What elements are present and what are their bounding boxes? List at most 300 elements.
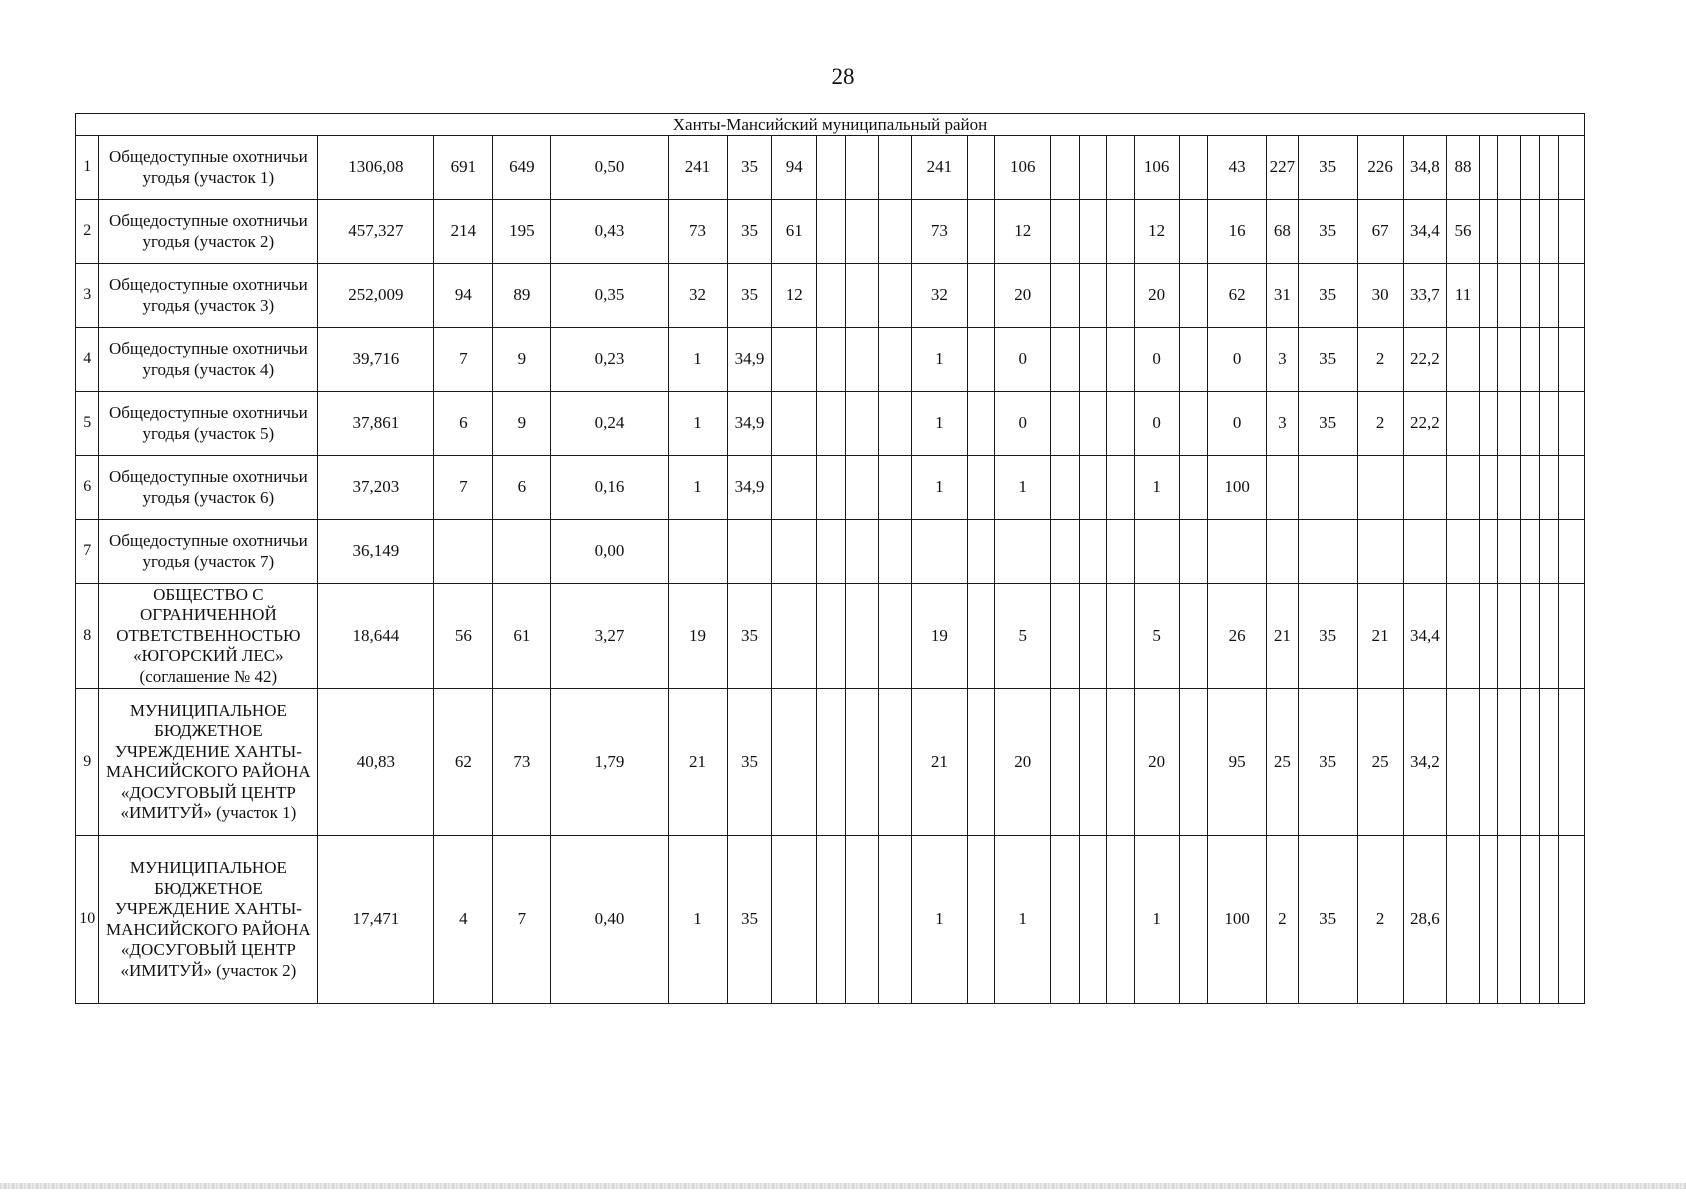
table-cell (772, 520, 817, 584)
table-cell: 20 (995, 689, 1051, 836)
table-cell (1051, 520, 1080, 584)
table-cell: 95 (1208, 689, 1267, 836)
table-cell (1559, 836, 1585, 1004)
table-cell (668, 520, 727, 584)
table-cell (845, 520, 879, 584)
table-cell: 30 (1357, 264, 1403, 328)
table-cell: 1 (668, 836, 727, 1004)
table-cell: 88 (1447, 136, 1480, 200)
table-cell (845, 836, 879, 1004)
table-cell: 252,009 (318, 264, 434, 328)
table-cell (1051, 200, 1080, 264)
table-cell (817, 264, 846, 328)
table-cell (1179, 689, 1208, 836)
table-cell: 100 (1208, 836, 1267, 1004)
table-cell (1447, 836, 1480, 1004)
table-cell: 73 (668, 200, 727, 264)
table-cell (1539, 136, 1558, 200)
table-cell (967, 392, 994, 456)
table-cell (879, 392, 912, 456)
row-name: Общедоступные охотничьи угодья (участок 1) (99, 136, 318, 200)
table-row (76, 689, 1585, 836)
row-name: МУНИЦИПАЛЬНОЕ БЮДЖЕТНОЕ УЧРЕЖДЕНИЕ ХАНТЫ-МАНСИЙСКОГО РАЙОНА «ДОСУГОВЫЙ ЦЕНТР «ИМИТУЙ» (участок 1) (99, 689, 318, 836)
table-cell: 6 (434, 392, 493, 456)
table-cell (1559, 689, 1585, 836)
table-cell (1447, 689, 1480, 836)
table-cell: 35 (727, 136, 772, 200)
table-row (76, 264, 1585, 328)
table-cell: 61 (772, 200, 817, 264)
table-cell: 20 (1134, 264, 1179, 328)
table-cell (1498, 136, 1520, 200)
table-cell (879, 328, 912, 392)
table-cell (1134, 520, 1179, 584)
table-cell: 35 (727, 836, 772, 1004)
table-cell (1520, 836, 1539, 1004)
table-cell (1520, 200, 1539, 264)
table-cell: 2 (1267, 836, 1299, 1004)
table-cell: 106 (1134, 136, 1179, 200)
table-cell: 35 (1298, 689, 1357, 836)
table-cell: 73 (911, 200, 967, 264)
table-cell: 43 (1208, 136, 1267, 200)
table-cell: 1 (911, 392, 967, 456)
table-cell (817, 836, 846, 1004)
hunting-grounds-table (75, 113, 1585, 1004)
table-cell (1179, 392, 1208, 456)
table-cell (817, 200, 846, 264)
table-cell (1179, 200, 1208, 264)
table-cell (1107, 136, 1134, 200)
table-cell (1051, 456, 1080, 520)
table-cell (1179, 456, 1208, 520)
table-row (76, 520, 1585, 584)
table-cell: 1 (911, 836, 967, 1004)
table-cell (772, 584, 817, 689)
table-cell (1539, 456, 1558, 520)
table-cell: 0 (1134, 328, 1179, 392)
table-cell (1539, 264, 1558, 328)
region-title: Ханты-Мансийский муниципальный район (76, 114, 1585, 136)
table-cell (1498, 200, 1520, 264)
table-cell: 56 (434, 584, 493, 689)
table-cell: 1 (911, 328, 967, 392)
table-cell (1479, 200, 1497, 264)
table-row (76, 136, 1585, 200)
table-cell: 9 (493, 392, 551, 456)
table-cell: 0 (1134, 392, 1179, 456)
table-cell: 34,4 (1403, 200, 1447, 264)
table-cell: 1 (1134, 456, 1179, 520)
table-cell: 35 (727, 200, 772, 264)
table-cell (995, 520, 1051, 584)
table-cell: 457,327 (318, 200, 434, 264)
table-cell (1107, 689, 1134, 836)
table-cell: 62 (1208, 264, 1267, 328)
table-cell (845, 136, 879, 200)
table-cell: 89 (493, 264, 551, 328)
table-cell (1559, 264, 1585, 328)
row-name: МУНИЦИПАЛЬНОЕ БЮДЖЕТНОЕ УЧРЕЖДЕНИЕ ХАНТЫ-МАНСИЙСКОГО РАЙОНА «ДОСУГОВЫЙ ЦЕНТР «ИМИТУЙ» (участок 2) (99, 836, 318, 1004)
table-cell: 214 (434, 200, 493, 264)
table-cell: 9 (493, 328, 551, 392)
table-cell (1107, 328, 1134, 392)
table-cell: 34,4 (1403, 584, 1447, 689)
table-cell (1559, 136, 1585, 200)
table-cell (1357, 520, 1403, 584)
table-cell: 241 (911, 136, 967, 200)
table-cell: 1306,08 (318, 136, 434, 200)
table-cell (845, 200, 879, 264)
table-cell: 16 (1208, 200, 1267, 264)
table-cell: 2 (1357, 328, 1403, 392)
table-cell (845, 689, 879, 836)
table-cell: 226 (1357, 136, 1403, 200)
table-cell (967, 836, 994, 1004)
table-cell (1539, 520, 1558, 584)
table-cell: 73 (493, 689, 551, 836)
table-cell: 34,2 (1403, 689, 1447, 836)
table-cell: 35 (1298, 200, 1357, 264)
table-cell: 35 (1298, 392, 1357, 456)
table-cell: 39,716 (318, 328, 434, 392)
table-cell (1403, 520, 1447, 584)
table-cell (1447, 392, 1480, 456)
table-cell: 7 (434, 328, 493, 392)
table-cell (817, 456, 846, 520)
table-cell (1498, 689, 1520, 836)
table-cell (1498, 584, 1520, 689)
table-cell (1179, 328, 1208, 392)
table-cell: 21 (668, 689, 727, 836)
table-cell (1051, 264, 1080, 328)
row-name: Общедоступные охотничьи угодья (участок 7) (99, 520, 318, 584)
table-cell (1179, 836, 1208, 1004)
table-cell (845, 584, 879, 689)
table-cell (1479, 136, 1497, 200)
table-cell (1520, 264, 1539, 328)
table-cell: 5 (995, 584, 1051, 689)
table-cell (1520, 392, 1539, 456)
table-cell (911, 520, 967, 584)
table-cell: 7 (434, 456, 493, 520)
table-cell (879, 456, 912, 520)
table-cell (1479, 836, 1497, 1004)
table-cell (1479, 584, 1497, 689)
table-cell: 94 (772, 136, 817, 200)
row-name: Общедоступные охотничьи угодья (участок 2) (99, 200, 318, 264)
table-cell (817, 328, 846, 392)
table-cell (1539, 836, 1558, 1004)
table-cell: 25 (1357, 689, 1403, 836)
table-cell (967, 520, 994, 584)
table-cell (1447, 456, 1480, 520)
row-number: 1 (76, 136, 99, 200)
table-cell: 1 (911, 456, 967, 520)
table-cell (1079, 392, 1106, 456)
table-cell: 0,24 (551, 392, 668, 456)
table-cell: 1 (668, 328, 727, 392)
table-cell (1559, 584, 1585, 689)
table-cell: 37,203 (318, 456, 434, 520)
table-cell (1107, 584, 1134, 689)
table-cell: 56 (1447, 200, 1480, 264)
table-cell (1539, 689, 1558, 836)
table-cell: 0,00 (551, 520, 668, 584)
table-cell (1559, 456, 1585, 520)
scan-edge-noise (0, 1183, 1686, 1189)
table-cell (817, 584, 846, 689)
table-cell: 61 (493, 584, 551, 689)
table-cell: 227 (1267, 136, 1299, 200)
table-cell (1539, 392, 1558, 456)
table-cell: 12 (1134, 200, 1179, 264)
table-cell (1298, 520, 1357, 584)
table-cell (1179, 264, 1208, 328)
table-cell (1520, 689, 1539, 836)
row-name: Общедоступные охотничьи угодья (участок 4) (99, 328, 318, 392)
table-cell (1079, 136, 1106, 200)
table-cell (1179, 136, 1208, 200)
table-cell (967, 456, 994, 520)
table-cell: 6 (493, 456, 551, 520)
table-cell (772, 836, 817, 1004)
table-cell (1051, 689, 1080, 836)
table-cell (967, 328, 994, 392)
table-cell: 20 (1134, 689, 1179, 836)
table-cell: 35 (1298, 836, 1357, 1004)
table-cell (772, 689, 817, 836)
table-cell: 36,149 (318, 520, 434, 584)
table-cell: 35 (727, 689, 772, 836)
table-cell: 0 (995, 328, 1051, 392)
table-cell (772, 328, 817, 392)
table-cell (1357, 456, 1403, 520)
table-cell: 0 (1208, 392, 1267, 456)
row-number: 4 (76, 328, 99, 392)
table-cell: 21 (1267, 584, 1299, 689)
table-cell (1539, 584, 1558, 689)
row-number: 8 (76, 584, 99, 689)
table-cell: 0,43 (551, 200, 668, 264)
table-cell (1107, 836, 1134, 1004)
table-cell: 19 (911, 584, 967, 689)
table-cell (967, 200, 994, 264)
row-name: Общедоступные охотничьи угодья (участок 5) (99, 392, 318, 456)
table-cell: 12 (995, 200, 1051, 264)
table-cell (817, 136, 846, 200)
table-cell: 0,23 (551, 328, 668, 392)
table-cell: 1 (668, 456, 727, 520)
table-cell: 1 (1134, 836, 1179, 1004)
table-cell (817, 689, 846, 836)
table-cell (1479, 456, 1497, 520)
table-cell (1208, 520, 1267, 584)
table-cell (967, 584, 994, 689)
table-cell (1498, 392, 1520, 456)
table-cell: 1 (668, 392, 727, 456)
table-cell (879, 520, 912, 584)
row-number: 5 (76, 392, 99, 456)
table-cell (1079, 200, 1106, 264)
table-cell: 34,9 (727, 328, 772, 392)
table-row (76, 328, 1585, 392)
table-cell: 32 (911, 264, 967, 328)
table-cell (879, 264, 912, 328)
table-cell: 18,644 (318, 584, 434, 689)
table-cell: 35 (1298, 264, 1357, 328)
table-cell: 12 (772, 264, 817, 328)
table-cell (879, 136, 912, 200)
table-cell (1079, 520, 1106, 584)
row-number: 6 (76, 456, 99, 520)
table-cell (967, 689, 994, 836)
table-cell (1559, 392, 1585, 456)
table-cell (817, 392, 846, 456)
table-cell (1479, 520, 1497, 584)
table-cell: 34,9 (727, 456, 772, 520)
table-cell: 35 (727, 264, 772, 328)
table-cell (1267, 456, 1299, 520)
table-cell: 3 (1267, 328, 1299, 392)
table-cell (1051, 836, 1080, 1004)
table-cell: 35 (1298, 136, 1357, 200)
table-cell (772, 392, 817, 456)
table-cell: 68 (1267, 200, 1299, 264)
table-cell (1079, 264, 1106, 328)
table-cell: 106 (995, 136, 1051, 200)
table-cell (1498, 520, 1520, 584)
table-cell (967, 264, 994, 328)
table-cell (1498, 836, 1520, 1004)
table-cell (1079, 689, 1106, 836)
table-cell (879, 584, 912, 689)
table-cell (1179, 520, 1208, 584)
row-number: 9 (76, 689, 99, 836)
table-cell (1051, 136, 1080, 200)
table-cell: 1 (995, 456, 1051, 520)
table-row (76, 200, 1585, 264)
page-number: 28 (831, 64, 855, 89)
table-cell: 22,2 (1403, 392, 1447, 456)
table-cell (1079, 836, 1106, 1004)
table-cell: 33,7 (1403, 264, 1447, 328)
table-cell (967, 136, 994, 200)
table-cell (1520, 520, 1539, 584)
table-cell (1520, 584, 1539, 689)
table-cell: 1,79 (551, 689, 668, 836)
table-cell: 0,40 (551, 836, 668, 1004)
table-cell (1107, 392, 1134, 456)
table-cell (1447, 328, 1480, 392)
table-cell: 37,861 (318, 392, 434, 456)
row-name: ОБЩЕСТВО С ОГРАНИЧЕННОЙ ОТВЕТСТВЕННОСТЬЮ «ЮГОРСКИЙ ЛЕС» (соглашение № 42) (99, 584, 318, 689)
table-cell (817, 520, 846, 584)
table-cell: 241 (668, 136, 727, 200)
table-cell: 25 (1267, 689, 1299, 836)
table-cell: 2 (1357, 836, 1403, 1004)
table-cell: 100 (1208, 456, 1267, 520)
table-cell: 22,2 (1403, 328, 1447, 392)
table-cell: 21 (911, 689, 967, 836)
table-cell: 0 (1208, 328, 1267, 392)
row-number: 10 (76, 836, 99, 1004)
table-cell (1479, 264, 1497, 328)
table-cell (1559, 328, 1585, 392)
table-cell (434, 520, 493, 584)
table-cell (1079, 328, 1106, 392)
table-cell: 17,471 (318, 836, 434, 1004)
table-cell: 11 (1447, 264, 1480, 328)
table-cell (1539, 328, 1558, 392)
table-cell (1079, 456, 1106, 520)
table-cell: 20 (995, 264, 1051, 328)
table-cell: 3,27 (551, 584, 668, 689)
table-cell (1520, 328, 1539, 392)
table-cell: 7 (493, 836, 551, 1004)
table-cell (1498, 456, 1520, 520)
table-cell (1498, 328, 1520, 392)
table-cell (1107, 520, 1134, 584)
table-cell: 35 (1298, 584, 1357, 689)
table-row (76, 392, 1585, 456)
table-cell: 28,6 (1403, 836, 1447, 1004)
table-cell (1107, 200, 1134, 264)
table-cell (1498, 264, 1520, 328)
table-cell: 0,16 (551, 456, 668, 520)
table-row (76, 456, 1585, 520)
table-cell (1107, 264, 1134, 328)
table-cell (1520, 456, 1539, 520)
table-cell: 40,83 (318, 689, 434, 836)
table-cell (1559, 520, 1585, 584)
table-cell (1051, 392, 1080, 456)
row-number: 3 (76, 264, 99, 328)
table-cell: 21 (1357, 584, 1403, 689)
table-cell (1447, 584, 1480, 689)
table-cell: 19 (668, 584, 727, 689)
table-cell (1051, 328, 1080, 392)
table-cell: 0,35 (551, 264, 668, 328)
table-cell (879, 200, 912, 264)
row-name: Общедоступные охотничьи угодья (участок 3) (99, 264, 318, 328)
table-cell (845, 456, 879, 520)
table-cell: 691 (434, 136, 493, 200)
table-cell: 3 (1267, 392, 1299, 456)
table-cell: 32 (668, 264, 727, 328)
table-cell (1559, 200, 1585, 264)
table-cell: 35 (1298, 328, 1357, 392)
table-cell (1447, 520, 1480, 584)
table-cell (772, 456, 817, 520)
table-cell: 35 (727, 584, 772, 689)
table-cell (493, 520, 551, 584)
region-header-row (76, 114, 1585, 136)
table-cell: 0,50 (551, 136, 668, 200)
table-cell: 1 (995, 836, 1051, 1004)
table-cell: 0 (995, 392, 1051, 456)
table-cell (1298, 456, 1357, 520)
table-cell (1107, 456, 1134, 520)
table-cell: 4 (434, 836, 493, 1004)
table-cell (1539, 200, 1558, 264)
table-cell: 34,9 (727, 392, 772, 456)
table-cell (1267, 520, 1299, 584)
table-cell: 2 (1357, 392, 1403, 456)
table-cell: 34,8 (1403, 136, 1447, 200)
table-cell: 31 (1267, 264, 1299, 328)
table-cell (1051, 584, 1080, 689)
